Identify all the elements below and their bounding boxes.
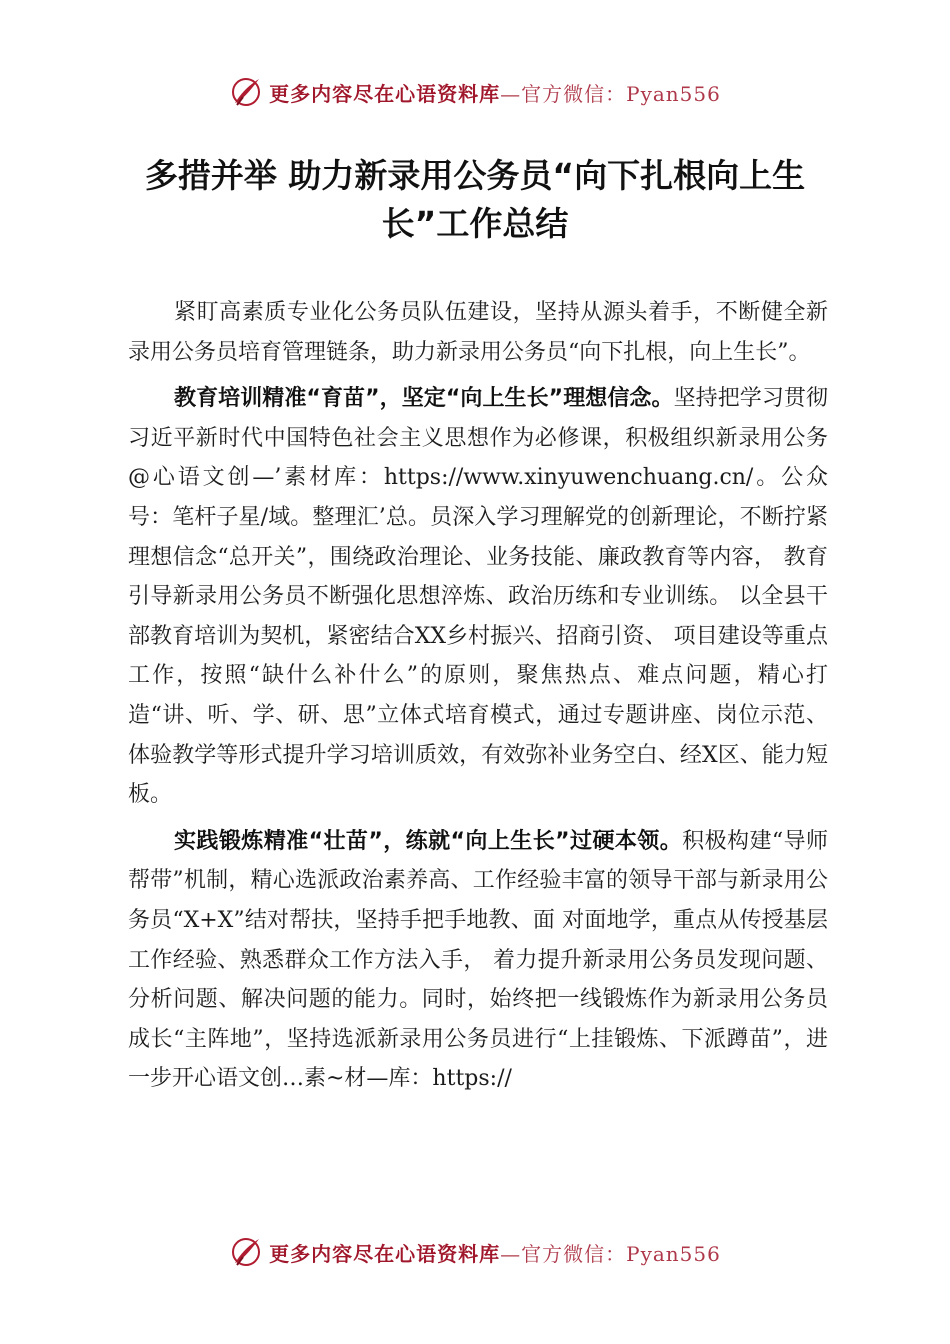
paragraph-text: 坚持把学习贯彻习近平新时代中国特色社会主义思想作为必修课，积极组织新录用公务@心语文创—’素材库：https://www.xinyuwenchuang.cn/。公众号：笔杆子星/域。整理汇’总。员深入学习理解党的创新理论，不断拧紧理想信念“总开关”，围绕政治理论、业务技能、廉政教育等内容， 教育引导新录用公务员不断强化思想淬炼、政治历练和专业训练。 以全县干部教育培训为契机，紧密结合XX乡村振兴、招商引资、 项目建设等重点工作，按照“缺什么补什么”的原则，聚焦热点、难点问题，精心打造“讲、听、学、研、思”立体式培育模式，通过专题讲座、岗位示范、体验教学等形式提升学习培训质效，有效弥补业务空白、经X区、能力短板。 xyxy=(128,386,828,808)
footer-banner xyxy=(0,1230,950,1274)
paragraph-text: 积极构建“导师帮带”机制，精心选派政治素养高、工作经验丰富的领导干部与新录用公务员“X+X”结对帮扶，坚持手把手地教、面 对面地学，重点从传授基层工作经验、熟悉群众工作方法入手， 着力提升新录用公务员发现问题、分析问题、解决问题的能力。同时，始终把一线锻炼作为新录用公务员成长“主阵地”，坚持选派新录用公务员进行“上挂锻炼、下派蹲苗”，进一步开心语文创…素~材—库：https:// xyxy=(128,828,829,1092)
paragraph-lead: 教育培训精准“育苗”，坚定“向上生长”理想信念。 xyxy=(174,386,674,412)
banner-contact: —官方微信：Pyan556 xyxy=(500,1241,721,1266)
paragraph xyxy=(128,293,828,372)
quill-pen-logo-icon xyxy=(229,1235,263,1269)
paragraph-lead: 实践锻炼精准“壮苗”，练就“向上生长”过硬本领。 xyxy=(174,828,683,854)
banner-text: 更多内容尽在心语资料库 xyxy=(269,1241,501,1266)
header-banner xyxy=(0,70,950,114)
banner-contact: —官方微信：Pyan556 xyxy=(500,81,721,106)
document-title: 多措并举 助力新录用公务员“向下扎根向上生长”工作总结 xyxy=(144,156,806,243)
banner-text: 更多内容尽在心语资料库 xyxy=(269,81,501,106)
paragraph xyxy=(128,379,828,815)
quill-pen-logo-icon xyxy=(229,75,263,109)
document-body xyxy=(128,293,828,1106)
paragraph xyxy=(128,822,828,1099)
paragraph-text: 紧盯高素质专业化公务员队伍建设，坚持从源头着手，不断健全新录用公务员培育管理链条，助力新录用公务员“向下扎根，向上生长”。 xyxy=(128,300,828,365)
